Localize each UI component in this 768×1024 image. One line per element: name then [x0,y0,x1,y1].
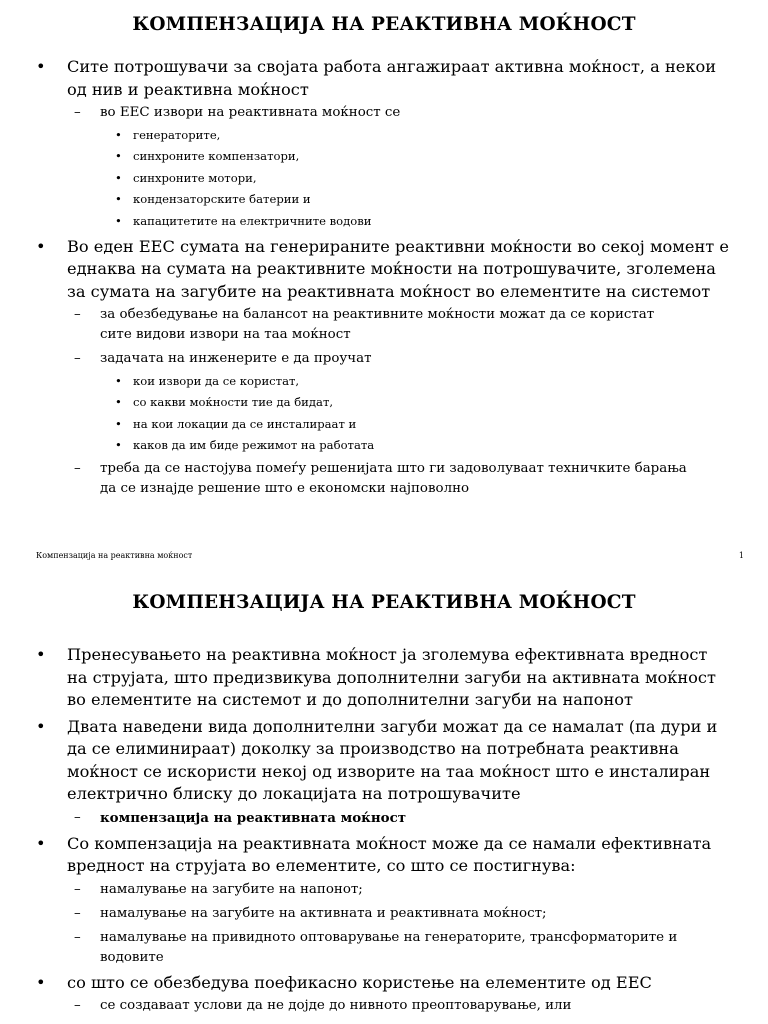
sub-sub-bullet-text: генераторите, [133,128,221,142]
bullet-text: Во еден ЕЕС сумата на генерираните реактивни моќности во секој момент е еднаква на сумата на реактивните моќности на потрошувачите, зголемена за сумата на загубите на реактивната моќност во елементите на системот [67,236,729,301]
bullet-item [0,833,768,968]
sub-sub-bullet-item [0,127,690,144]
bullet-icon: • [115,170,122,185]
footer-title: Компензација на реактивна моќност [36,551,193,560]
sub-sub-bullet-item [0,416,690,433]
sub-sub-bullet-item [0,170,690,187]
sub-sub-bullet-item [0,437,690,454]
sub-sub-bullet-text: кои извори да се користат, [133,374,300,389]
sub-bullet-text: се создаваат услови да не дојде до нивното преоптоварување, или [100,998,572,1013]
sub-bullet-text: намалување на привидното оптоварување на генераторите, трансформаторите и водовите [100,929,678,965]
bullet-icon: • [115,149,122,164]
bullet-icon: • [36,57,46,76]
bullet-item [0,236,768,499]
bullet-text: со што се обезбедува поефикасно користење на елементите од ЕЕС [67,972,652,992]
bullet-text: Со компензација на реактивната моќност може да се намали ефективната вредност на струјата во елементите, со што се постигнува: [67,833,712,875]
page-number: 1 [738,551,744,560]
dash-icon: – [74,105,81,120]
bullet-text: Сите потрошувачи за својата работа ангажираат активна моќност, а некои од нив и реактивна моќност [67,57,717,99]
bullet-icon: • [115,395,122,410]
sub-sub-bullet-item [0,213,690,230]
sub-bullet-item [0,103,730,230]
bullet-icon: • [36,716,46,736]
sub-bullet-item [0,904,730,924]
bullet-icon: • [36,972,46,992]
sub-bullet-text: задачата на инженерите е да проучат [100,351,372,367]
sub-sub-bullet-text: со какви моќности тие да бидат, [133,395,334,410]
sub-bullet-text: намалување на загубите на активната и реактивната моќност; [100,905,547,921]
dash-icon: – [74,460,81,476]
slide-title: КОМПЕНЗАЦИЈА НА РЕАКТИВНА МОЌНОСТ [132,592,636,613]
sub-sub-bullet-text: каков да им биде режимот на работата [133,438,375,453]
bullet-item [0,716,768,829]
dash-icon: – [74,881,81,897]
bullet-text: Двата наведени вида дополнителни загуби можат да се намалат (па дури и да се елиминираат) доколку за производство на потребната реактивна моќност се искористи некој од изворите на таа моќност што е инсталиран електрично блиску до локацијата на потрошувачите [67,716,718,803]
bullet-item [0,56,768,230]
dash-icon: – [74,905,81,921]
sub-bullet-item [0,928,730,968]
dash-icon: – [74,998,81,1013]
bullet-icon: • [115,438,122,453]
bullet-icon: • [115,192,122,207]
sub-sub-bullet-text: капацитетите на електричните водови [133,213,372,228]
sub-bullet-item [0,459,730,499]
slide-content [0,56,768,503]
sub-bullet-text: за обезбедување на балансот на реактивните моќности можат да се користат сите видови извори на таа моќност [100,307,655,343]
sub-sub-bullet-text: кондензаторските батерии и [133,192,311,207]
dash-icon: – [74,351,81,367]
sub-bullet-item [0,349,730,454]
bullet-text: Пренесувањето на реактивна моќност ја зголемува ефективната вредност на струјата, што предизвикува дополнителни загуби на активната моќност во елементите на системот и до дополнителни загуби на напонот [67,645,716,709]
sub-bullet-item [0,808,730,829]
sub-sub-bullet-text: синхроните мотори, [133,170,257,185]
sub-sub-bullet-item [0,373,690,390]
bullet-icon: • [115,213,122,228]
dash-icon: – [74,929,81,945]
slide-content [0,644,768,1020]
sub-sub-bullet-item [0,191,690,208]
sub-bullet-text: треба да се настојува помеѓу решенијата што ги задоволуваат техничките барања да се изнајде решение што е економски најповолно [100,460,687,496]
sub-bullet-text: во ЕЕС извори на реактивната моќност се [100,105,401,120]
sub-sub-bullet-text: на кои локации да се инсталираат и [133,416,357,431]
sub-bullet-item [0,305,730,345]
dash-icon: – [74,809,81,825]
sub-bullet-text: намалување на загубите на напонот; [100,881,363,897]
slide-title: КОМПЕНЗАЦИЈА НА РЕАКТИВНА МОЌНОСТ [132,14,636,35]
sub-bullet-item [0,996,730,1016]
bullet-icon: • [115,374,122,389]
bullet-icon: • [36,236,46,256]
dash-icon: – [74,307,81,323]
slide-2 [0,578,768,1024]
bullet-icon: • [36,645,46,664]
sub-bullet-item [0,880,730,900]
bullet-icon: • [36,833,46,853]
bullet-item [0,644,768,712]
bullet-icon: • [115,128,122,142]
sub-sub-bullet-item [0,148,690,165]
bullet-item [0,972,768,1017]
sub-bullet-text: компензација на реактивната моќност [100,809,407,826]
sub-sub-bullet-text: синхроните компензатори, [133,149,300,164]
bullet-icon: • [115,416,122,431]
sub-sub-bullet-item [0,394,690,411]
